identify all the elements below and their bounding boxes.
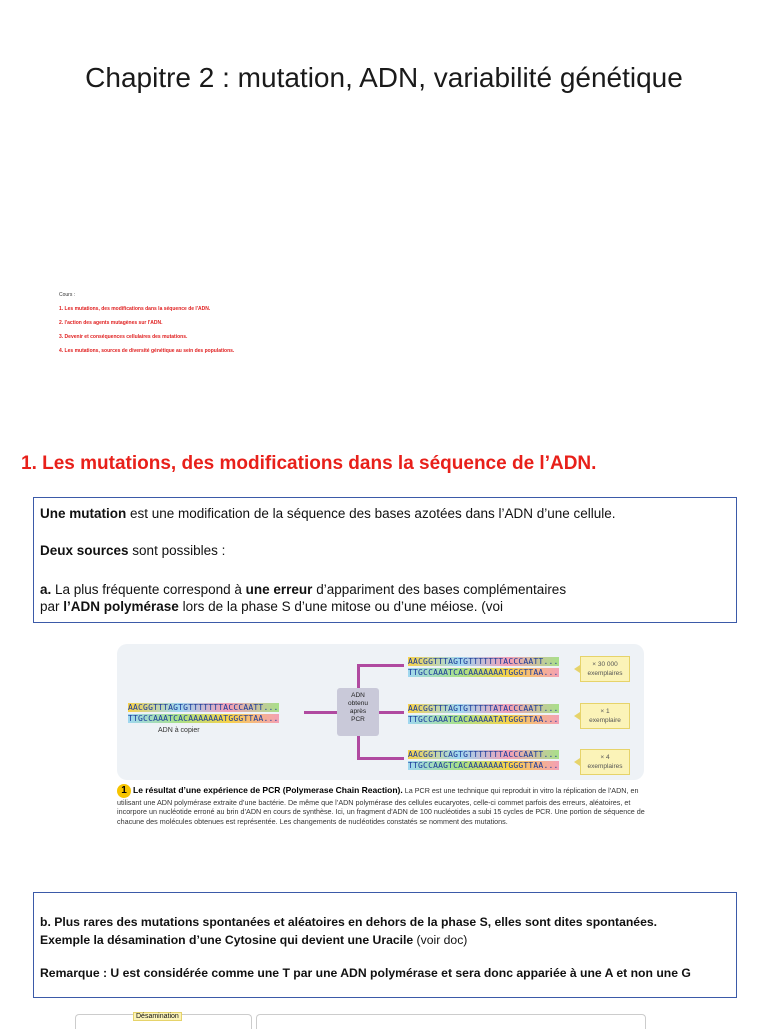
caption-body: La PCR est une technique qui reproduit in vitro la réplication de l’ADN, en utilisant une ADN polymérase extraite d’une bactérie. De même que l’ADN polymérase des cellules eucaryotes, celle-ci commet parfois des erreurs, aléatoires, et incorpore un nucléotide erroné au brin d’ADN en cours de synthèse. Ici, un fragment d’ADN de 100 nucléotides a subi 15 cycles de PCR. Une portion de séquence de chacune des molécules obtenues est représentée. Les changements de nucléotides constatés se nomment des mutations. — [117, 785, 645, 826]
toc-item-4[interactable]: 4. Les mutations, sources de diversité génétique au sein des populations. — [59, 348, 235, 354]
product-3-top: AACGGTTCAGTGTTTTTTTACCCAATT... — [408, 750, 559, 759]
arrow-branch-2 — [379, 711, 404, 714]
definition-line-1: Une mutation est une modification de la séquence des bases azotées dans l’ADN d’une cellule. — [40, 506, 616, 521]
template-strand-top: AACGGTTTAGTGTTTTTTTACCCAATT... — [128, 703, 279, 712]
definition-line-2: Deux sources sont possibles : — [40, 543, 226, 558]
caption-title: Le résultat d’une expérience de PCR (Polymerase Chain Reaction). — [133, 784, 403, 795]
spontaneous-mutation-box — [33, 892, 737, 998]
product-1-count: × 30 000 exemplaires — [580, 656, 630, 682]
toc-item-3[interactable]: 3. Devenir et conséquences cellulaires des mutations. — [59, 334, 188, 340]
spontaneous-line-2: Exemple la désamination d’une Cytosine qui devient une Uracile (voir doc) — [40, 933, 468, 947]
arrow-down — [357, 736, 360, 758]
arrow-branch-3 — [357, 757, 404, 760]
page-title: Chapitre 2 : mutation, ADN, variabilité génétique — [85, 62, 683, 93]
product-2-count: × 1 exemplaire — [580, 703, 630, 729]
product-2-top: AACGGTTTAGTGTTTTTATACCCAATT... — [408, 704, 559, 713]
template-strand-bottom: TTGCCAAATCACAAAAAAATGGGTTAA... — [128, 714, 279, 723]
arrow-to-pcr — [304, 711, 337, 714]
figure-caption — [117, 784, 647, 826]
bottom-figure-right — [256, 1014, 646, 1029]
definition-line-3: a. La plus fréquente correspond à une erreur d’appariment des bases complémentaires — [40, 582, 567, 597]
toc-item-1[interactable]: 1. Les mutations, des modifications dans la séquence de l'ADN. — [59, 306, 211, 312]
definition-line-4: par l’ADN polymérase lors de la phase S d’une mitose ou d’une méiose. (voi — [40, 599, 503, 614]
product-3-count: × 4 exemplaires — [580, 749, 630, 775]
product-1-top: AACGGTTTAGTGTTTTTTTACCCAATT... — [408, 657, 559, 666]
spontaneous-line-3: Remarque : U est considérée comme une T par une ADN polymérase et sera donc appariée à une A et non une G — [40, 966, 691, 980]
toc-label: Cours : — [59, 292, 76, 298]
table-of-contents — [59, 292, 234, 362]
product-2-bottom: TTGCCAAATCACAAAAATATGGGTTAA... — [408, 715, 559, 724]
section-1-heading: 1. Les mutations, des modifications dans la séquence de l’ADN. — [21, 453, 597, 474]
spontaneous-line-1: b. Plus rares des mutations spontanées et aléatoires en dehors de la phase S, elles sont dites spontanées. — [40, 915, 658, 929]
template-label: ADN à copier — [158, 727, 200, 734]
product-3-bottom: TTGCCAAGTCACAAAAAAATGGGTTAA... — [408, 761, 559, 770]
toc-item-2[interactable]: 2. l'action des agents mutagènes sur l'ADN. — [59, 320, 163, 326]
pcr-box: ADN obtenu après PCR — [337, 688, 379, 736]
arrow-branch-1 — [357, 664, 404, 667]
figure-number-badge: 1 — [117, 784, 131, 798]
definition-box — [33, 497, 737, 623]
arrow-up — [357, 664, 360, 688]
desamination-label: Désamination — [133, 1012, 182, 1021]
product-1-bottom: TTGCCAAATCACAAAAAAATGGGTTAA... — [408, 668, 559, 677]
